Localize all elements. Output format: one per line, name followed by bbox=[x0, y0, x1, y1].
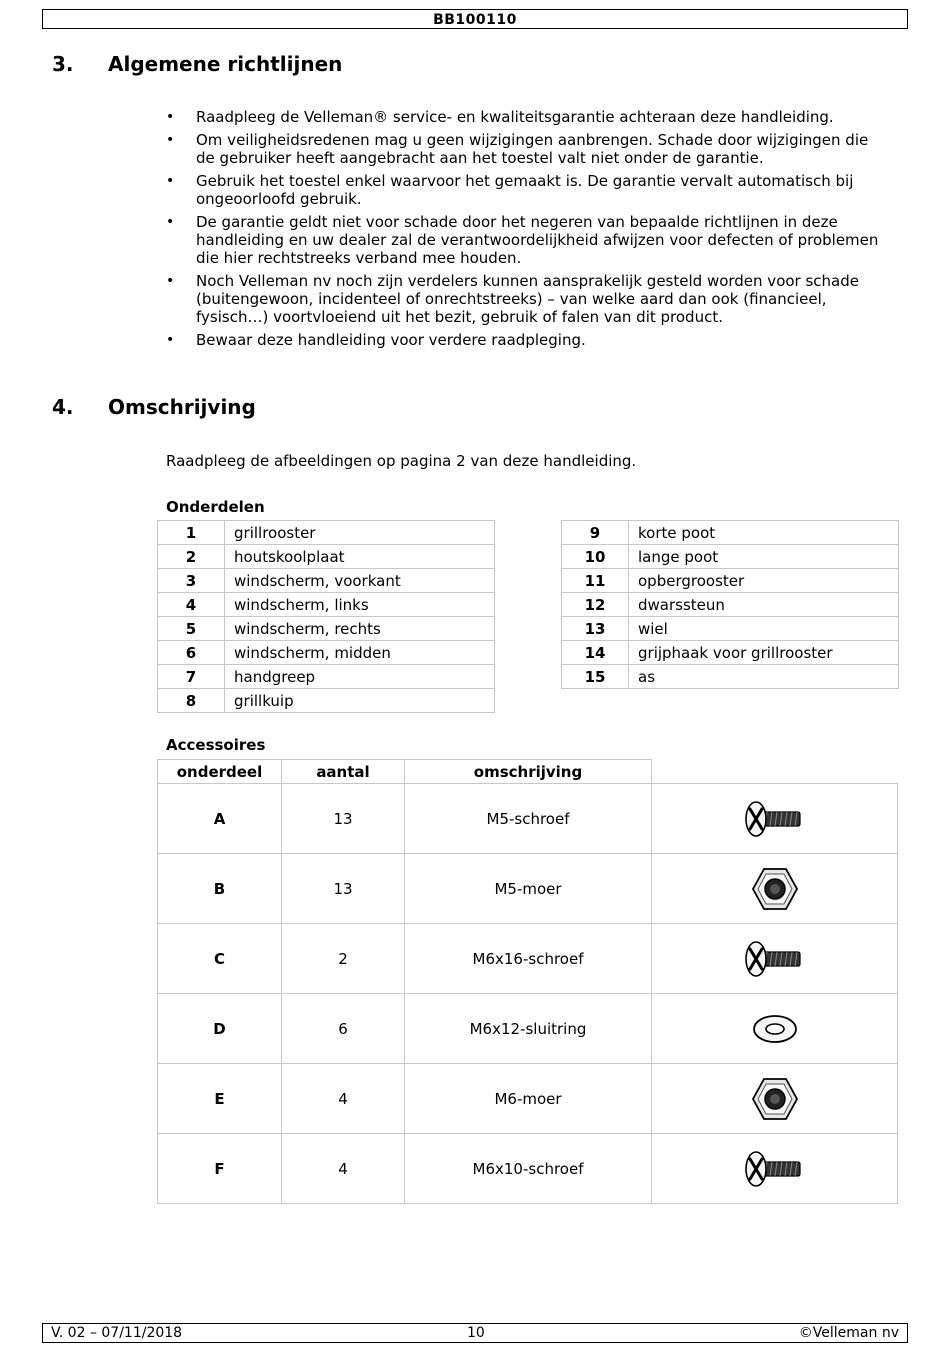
accessories-table bbox=[157, 759, 898, 1204]
accessory-image bbox=[652, 784, 898, 854]
part-name: windscherm, rechts bbox=[225, 617, 495, 641]
table-row bbox=[562, 569, 899, 593]
part-name: houtskoolplaat bbox=[225, 545, 495, 569]
accessory-description: M6-moer bbox=[405, 1064, 652, 1134]
column-header-description: omschrijving bbox=[405, 760, 652, 784]
accessory-image bbox=[652, 1134, 898, 1204]
accessory-quantity: 13 bbox=[282, 854, 405, 924]
screw-icon bbox=[652, 937, 897, 981]
part-name: as bbox=[629, 665, 899, 689]
list-item: • Raadpleeg de Velleman® service- en kwaliteitsgarantie achteraan deze handleiding. bbox=[166, 108, 886, 126]
table-row bbox=[562, 521, 899, 545]
part-name: lange poot bbox=[629, 545, 899, 569]
accessory-quantity: 2 bbox=[282, 924, 405, 994]
part-number: 2 bbox=[158, 545, 225, 569]
accessory-part: A bbox=[158, 784, 282, 854]
part-number: 11 bbox=[562, 569, 629, 593]
accessory-quantity: 4 bbox=[282, 1064, 405, 1134]
copyright: ©Velleman nv bbox=[798, 1325, 899, 1341]
table-row bbox=[158, 593, 495, 617]
version-date: V. 02 – 07/11/2018 bbox=[51, 1325, 183, 1341]
accessory-image bbox=[652, 924, 898, 994]
accessory-image bbox=[652, 854, 898, 924]
section-number: 4. bbox=[52, 395, 74, 419]
accessory-description: M6x10-schroef bbox=[405, 1134, 652, 1204]
table-row bbox=[158, 569, 495, 593]
parts-heading: Onderdelen bbox=[166, 498, 265, 516]
table-row bbox=[562, 641, 899, 665]
part-number: 4 bbox=[158, 593, 225, 617]
table-row bbox=[562, 593, 899, 617]
nut-icon bbox=[652, 1076, 897, 1122]
table-row bbox=[158, 854, 898, 924]
accessory-part: F bbox=[158, 1134, 282, 1204]
list-item: • Bewaar deze handleiding voor verdere raadpleging. bbox=[166, 331, 886, 349]
list-item: • De garantie geldt niet voor schade door het negeren van bepaalde richtlijnen in deze handleiding en uw dealer zal de verantwoordelijkheid afwijzen voor defecten of problemen die hier rechtstreeks verband mee houden. bbox=[166, 213, 886, 267]
part-number: 14 bbox=[562, 641, 629, 665]
page-number: 10 bbox=[467, 1325, 485, 1341]
part-number: 7 bbox=[158, 665, 225, 689]
table-row bbox=[158, 784, 898, 854]
table-row bbox=[158, 994, 898, 1064]
part-number: 8 bbox=[158, 689, 225, 713]
section-title: Omschrijving bbox=[108, 395, 256, 419]
part-name: windscherm, midden bbox=[225, 641, 495, 665]
part-number: 13 bbox=[562, 617, 629, 641]
part-number: 9 bbox=[562, 521, 629, 545]
accessory-description: M5-schroef bbox=[405, 784, 652, 854]
list-item: • Om veiligheidsredenen mag u geen wijzigingen aanbrengen. Schade door wijzigingen die de gebruiker heeft aangebracht aan het toestel valt niet onder de garantie. bbox=[166, 131, 886, 167]
washer-icon bbox=[652, 1012, 897, 1046]
table-row bbox=[562, 545, 899, 569]
accessory-part: C bbox=[158, 924, 282, 994]
part-name: grillkuip bbox=[225, 689, 495, 713]
table-row bbox=[562, 665, 899, 689]
document-code: BB100110 bbox=[433, 12, 517, 28]
accessory-description: M6x16-schroef bbox=[405, 924, 652, 994]
parts-table-right bbox=[561, 520, 899, 689]
part-name: korte poot bbox=[629, 521, 899, 545]
accessory-image bbox=[652, 1064, 898, 1134]
part-number: 12 bbox=[562, 593, 629, 617]
column-header-image bbox=[652, 760, 898, 784]
table-row bbox=[158, 1064, 898, 1134]
accessory-part: E bbox=[158, 1064, 282, 1134]
guidelines-list bbox=[166, 108, 886, 354]
table-row bbox=[158, 545, 495, 569]
accessory-quantity: 13 bbox=[282, 784, 405, 854]
list-item: • Gebruik het toestel enkel waarvoor het gemaakt is. De garantie vervalt automatisch bij ongeoorloofd gebruik. bbox=[166, 172, 886, 208]
part-number: 15 bbox=[562, 665, 629, 689]
column-header-part: onderdeel bbox=[158, 760, 282, 784]
accessory-description: M6x12-sluitring bbox=[405, 994, 652, 1064]
part-number: 10 bbox=[562, 545, 629, 569]
screw-icon bbox=[652, 1147, 897, 1191]
table-row bbox=[158, 521, 495, 545]
section-number: 3. bbox=[52, 52, 74, 76]
part-number: 5 bbox=[158, 617, 225, 641]
part-name: wiel bbox=[629, 617, 899, 641]
accessory-image bbox=[652, 994, 898, 1064]
description-intro: Raadpleeg de afbeeldingen op pagina 2 van deze handleiding. bbox=[166, 452, 637, 470]
part-name: windscherm, links bbox=[225, 593, 495, 617]
accessory-quantity: 6 bbox=[282, 994, 405, 1064]
section-title: Algemene richtlijnen bbox=[108, 52, 343, 76]
table-row bbox=[158, 641, 495, 665]
parts-table-left bbox=[157, 520, 495, 713]
part-number: 1 bbox=[158, 521, 225, 545]
list-item: • Noch Velleman nv noch zijn verdelers kunnen aansprakelijk gesteld worden voor schade (buitengewoon, incidenteel of onrechtstreeks) – van welke aard dan ook (financieel, fysisch…) voortvloeiend uit het bezit, gebruik of falen van dit product. bbox=[166, 272, 886, 326]
page-footer bbox=[42, 1323, 908, 1343]
page-header bbox=[42, 9, 908, 29]
table-row bbox=[158, 689, 495, 713]
accessory-part: B bbox=[158, 854, 282, 924]
part-number: 6 bbox=[158, 641, 225, 665]
part-name: windscherm, voorkant bbox=[225, 569, 495, 593]
table-row bbox=[562, 617, 899, 641]
part-name: grillrooster bbox=[225, 521, 495, 545]
table-row bbox=[158, 617, 495, 641]
table-row bbox=[158, 1134, 898, 1204]
part-name: handgreep bbox=[225, 665, 495, 689]
nut-icon bbox=[652, 866, 897, 912]
accessory-description: M5-moer bbox=[405, 854, 652, 924]
part-name: opbergrooster bbox=[629, 569, 899, 593]
accessory-part: D bbox=[158, 994, 282, 1064]
part-name: grijphaak voor grillrooster bbox=[629, 641, 899, 665]
part-number: 3 bbox=[158, 569, 225, 593]
table-row bbox=[158, 924, 898, 994]
screw-icon bbox=[652, 797, 897, 841]
table-row bbox=[158, 665, 495, 689]
column-header-quantity: aantal bbox=[282, 760, 405, 784]
accessory-quantity: 4 bbox=[282, 1134, 405, 1204]
accessories-heading: Accessoires bbox=[166, 736, 266, 754]
part-name: dwarssteun bbox=[629, 593, 899, 617]
